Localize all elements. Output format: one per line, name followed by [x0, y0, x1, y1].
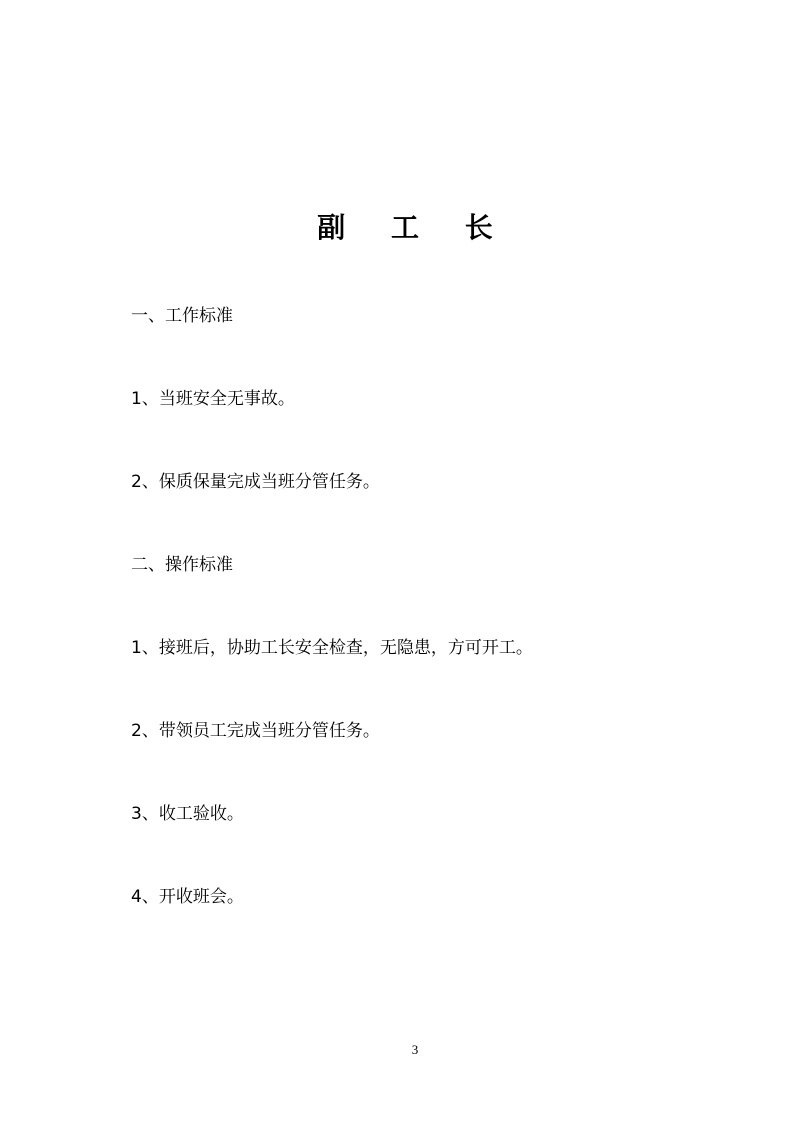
section-heading-operation-standard: 二、操作标准 — [131, 555, 233, 575]
operation-standard-item-3: 3、收工验收。 — [131, 804, 244, 824]
operation-standard-item-1: 1、接班后，协助工长安全检查，无隐患，方可开工。 — [131, 638, 533, 658]
work-standard-item-2: 2、保质保量完成当班分管任务。 — [131, 472, 380, 492]
page-number: 3 — [411, 1042, 419, 1057]
operation-standard-item-2: 2、带领员工完成当班分管任务。 — [131, 721, 380, 741]
section-heading-work-standard: 一、工作标准 — [131, 306, 233, 326]
operation-standard-item-4: 4、开收班会。 — [131, 887, 244, 907]
page-title: 副 工 长 — [317, 211, 511, 244]
work-standard-item-1: 1、当班安全无事故。 — [131, 389, 295, 409]
